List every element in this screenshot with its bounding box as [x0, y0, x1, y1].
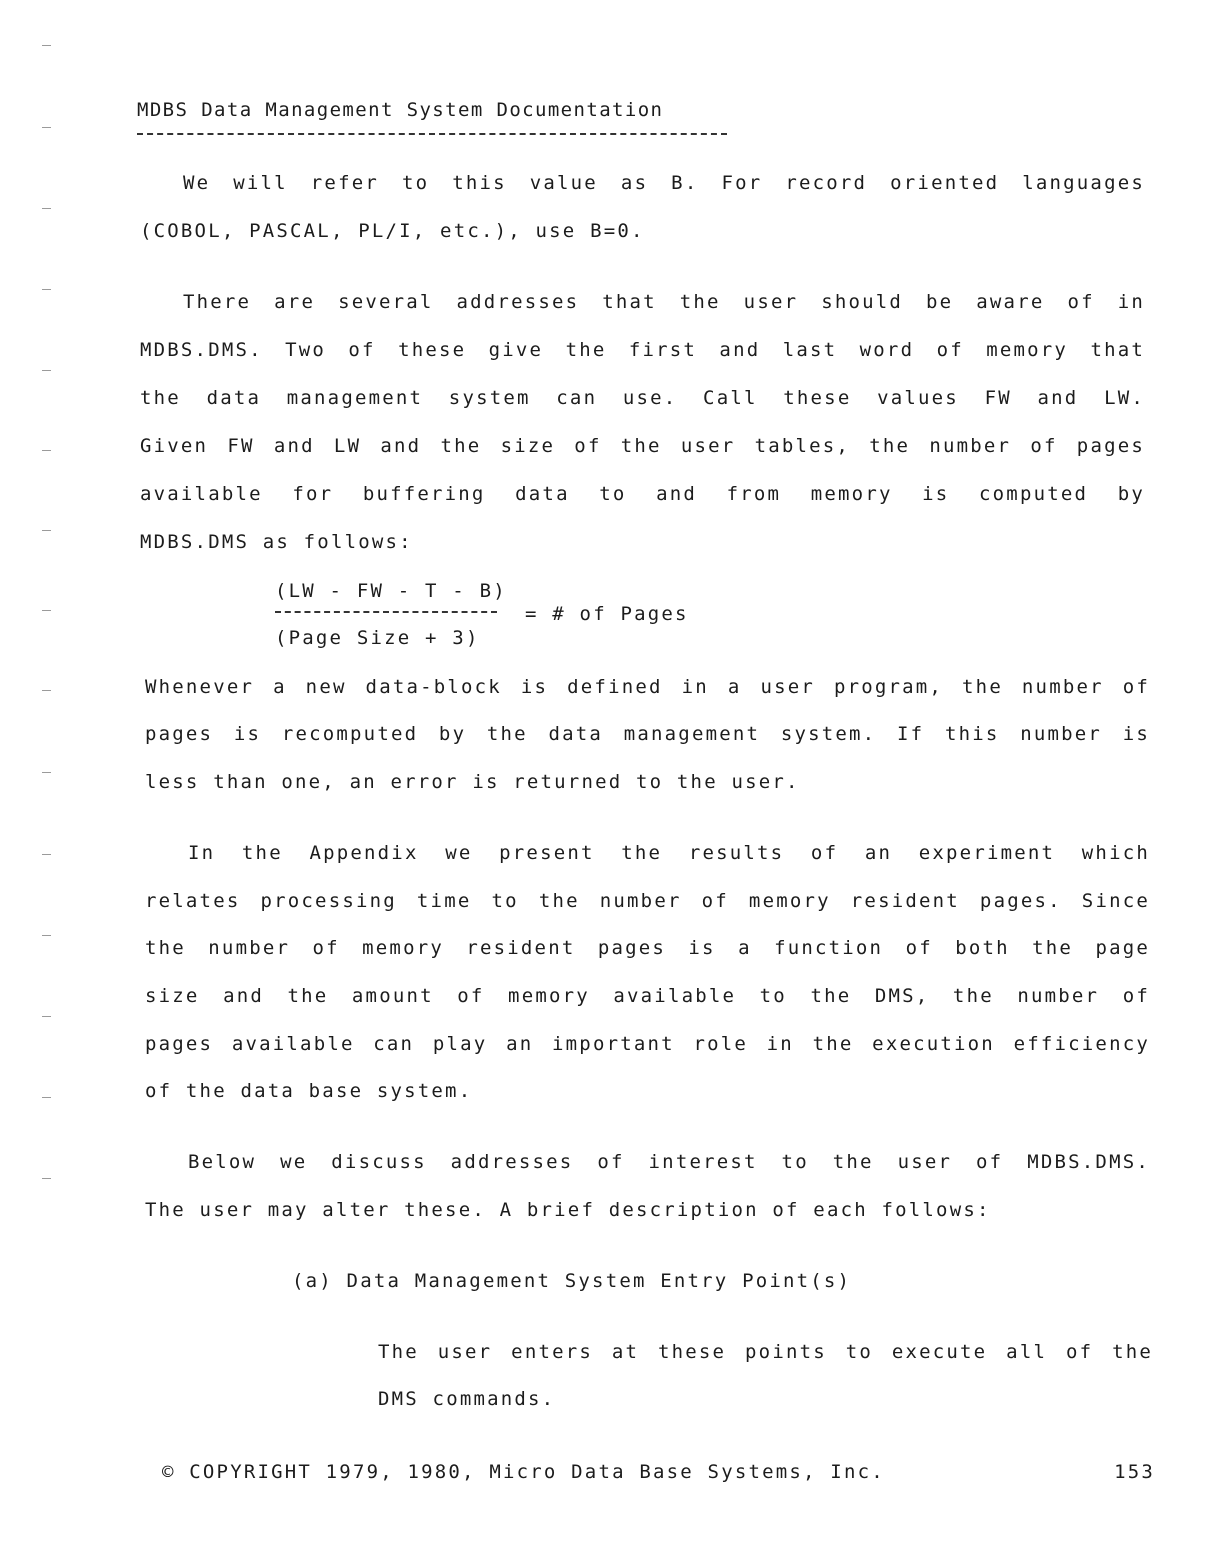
paragraph-3-line-2: pages is recomputed by the data management system. If this number is — [145, 723, 1150, 745]
paragraph-5-line-2: The user may alter these. A brief description of each follows: — [145, 1199, 991, 1221]
scan-edge-mark — [42, 450, 51, 451]
item-a-body-line-2: DMS commands. — [378, 1388, 556, 1410]
paragraph-1-line-1: We will refer to this value as B. For record oriented languages — [183, 172, 1145, 194]
scan-edge-mark — [42, 127, 51, 128]
scan-edge-mark — [42, 690, 51, 691]
item-a-body-line-1: The user enters at these points to execute all of the — [378, 1341, 1153, 1363]
paragraph-2-line-2: MDBS.DMS. Two of these give the first and last word of memory that — [140, 339, 1145, 361]
paragraph-3-line-3: less than one, an error is returned to the user. — [145, 771, 800, 793]
scan-edge-mark — [42, 772, 51, 773]
paragraph-2-line-1: There are several addresses that the user should be aware of in — [183, 291, 1145, 313]
formula-denominator: (Page Size + 3) — [275, 627, 480, 649]
paragraph-2-line-6: MDBS.DMS as follows: — [140, 531, 413, 553]
page-header-title: MDBS Data Management System Documentation — [137, 99, 664, 121]
paragraph-1-line-2: (COBOL, PASCAL, PL/I, etc.), use B=0. — [140, 220, 645, 242]
paragraph-4-line-4: size and the amount of memory available to the DMS, the number of — [145, 985, 1150, 1007]
scan-edge-mark — [42, 530, 51, 531]
scan-edge-mark — [42, 935, 51, 936]
footer-copyright: © COPYRIGHT 1979, 1980, Micro Data Base Systems, Inc. — [162, 1461, 885, 1483]
scan-edge-mark — [42, 370, 51, 371]
paragraph-2-line-3: the data management system can use. Call these values FW and LW. — [140, 387, 1145, 409]
paragraph-4-line-5: pages available can play an important role in the execution efficiency — [145, 1033, 1150, 1055]
paragraph-2-line-5: available for buffering data to and from memory is computed by — [140, 483, 1145, 505]
scan-edge-mark — [42, 1016, 51, 1017]
paragraph-4-line-3: the number of memory resident pages is a function of both the page — [145, 937, 1150, 959]
paragraph-2-line-4: Given FW and LW and the size of the user tables, the number of pages — [140, 435, 1145, 457]
scan-edge-mark — [42, 45, 51, 46]
header-divider — [137, 133, 727, 135]
paragraph-4-line-1: In the Appendix we present the results of an experiment which — [188, 842, 1150, 864]
formula-fraction-bar — [275, 611, 497, 613]
scan-edge-mark — [42, 854, 51, 855]
item-a-title: (a) Data Management System Entry Point(s) — [292, 1270, 852, 1292]
paragraph-4-line-2: relates processing time to the number of memory resident pages. Since — [145, 890, 1150, 912]
formula-result: = # of Pages — [525, 603, 689, 625]
paragraph-5-line-1: Below we discuss addresses of interest to the user of MDBS.DMS. — [188, 1151, 1150, 1173]
scan-edge-mark — [42, 1097, 51, 1098]
scan-edge-mark — [42, 289, 51, 290]
scan-edge-mark — [42, 208, 51, 209]
scan-edge-mark — [42, 610, 51, 611]
paragraph-3-line-1: Whenever a new data-block is defined in a user program, the number of — [145, 676, 1150, 698]
formula-numerator: (LW - FW - T - B) — [275, 580, 507, 602]
footer-page-number: 153 — [1114, 1461, 1155, 1483]
paragraph-4-line-6: of the data base system. — [145, 1080, 473, 1102]
scan-edge-mark — [42, 1178, 51, 1179]
